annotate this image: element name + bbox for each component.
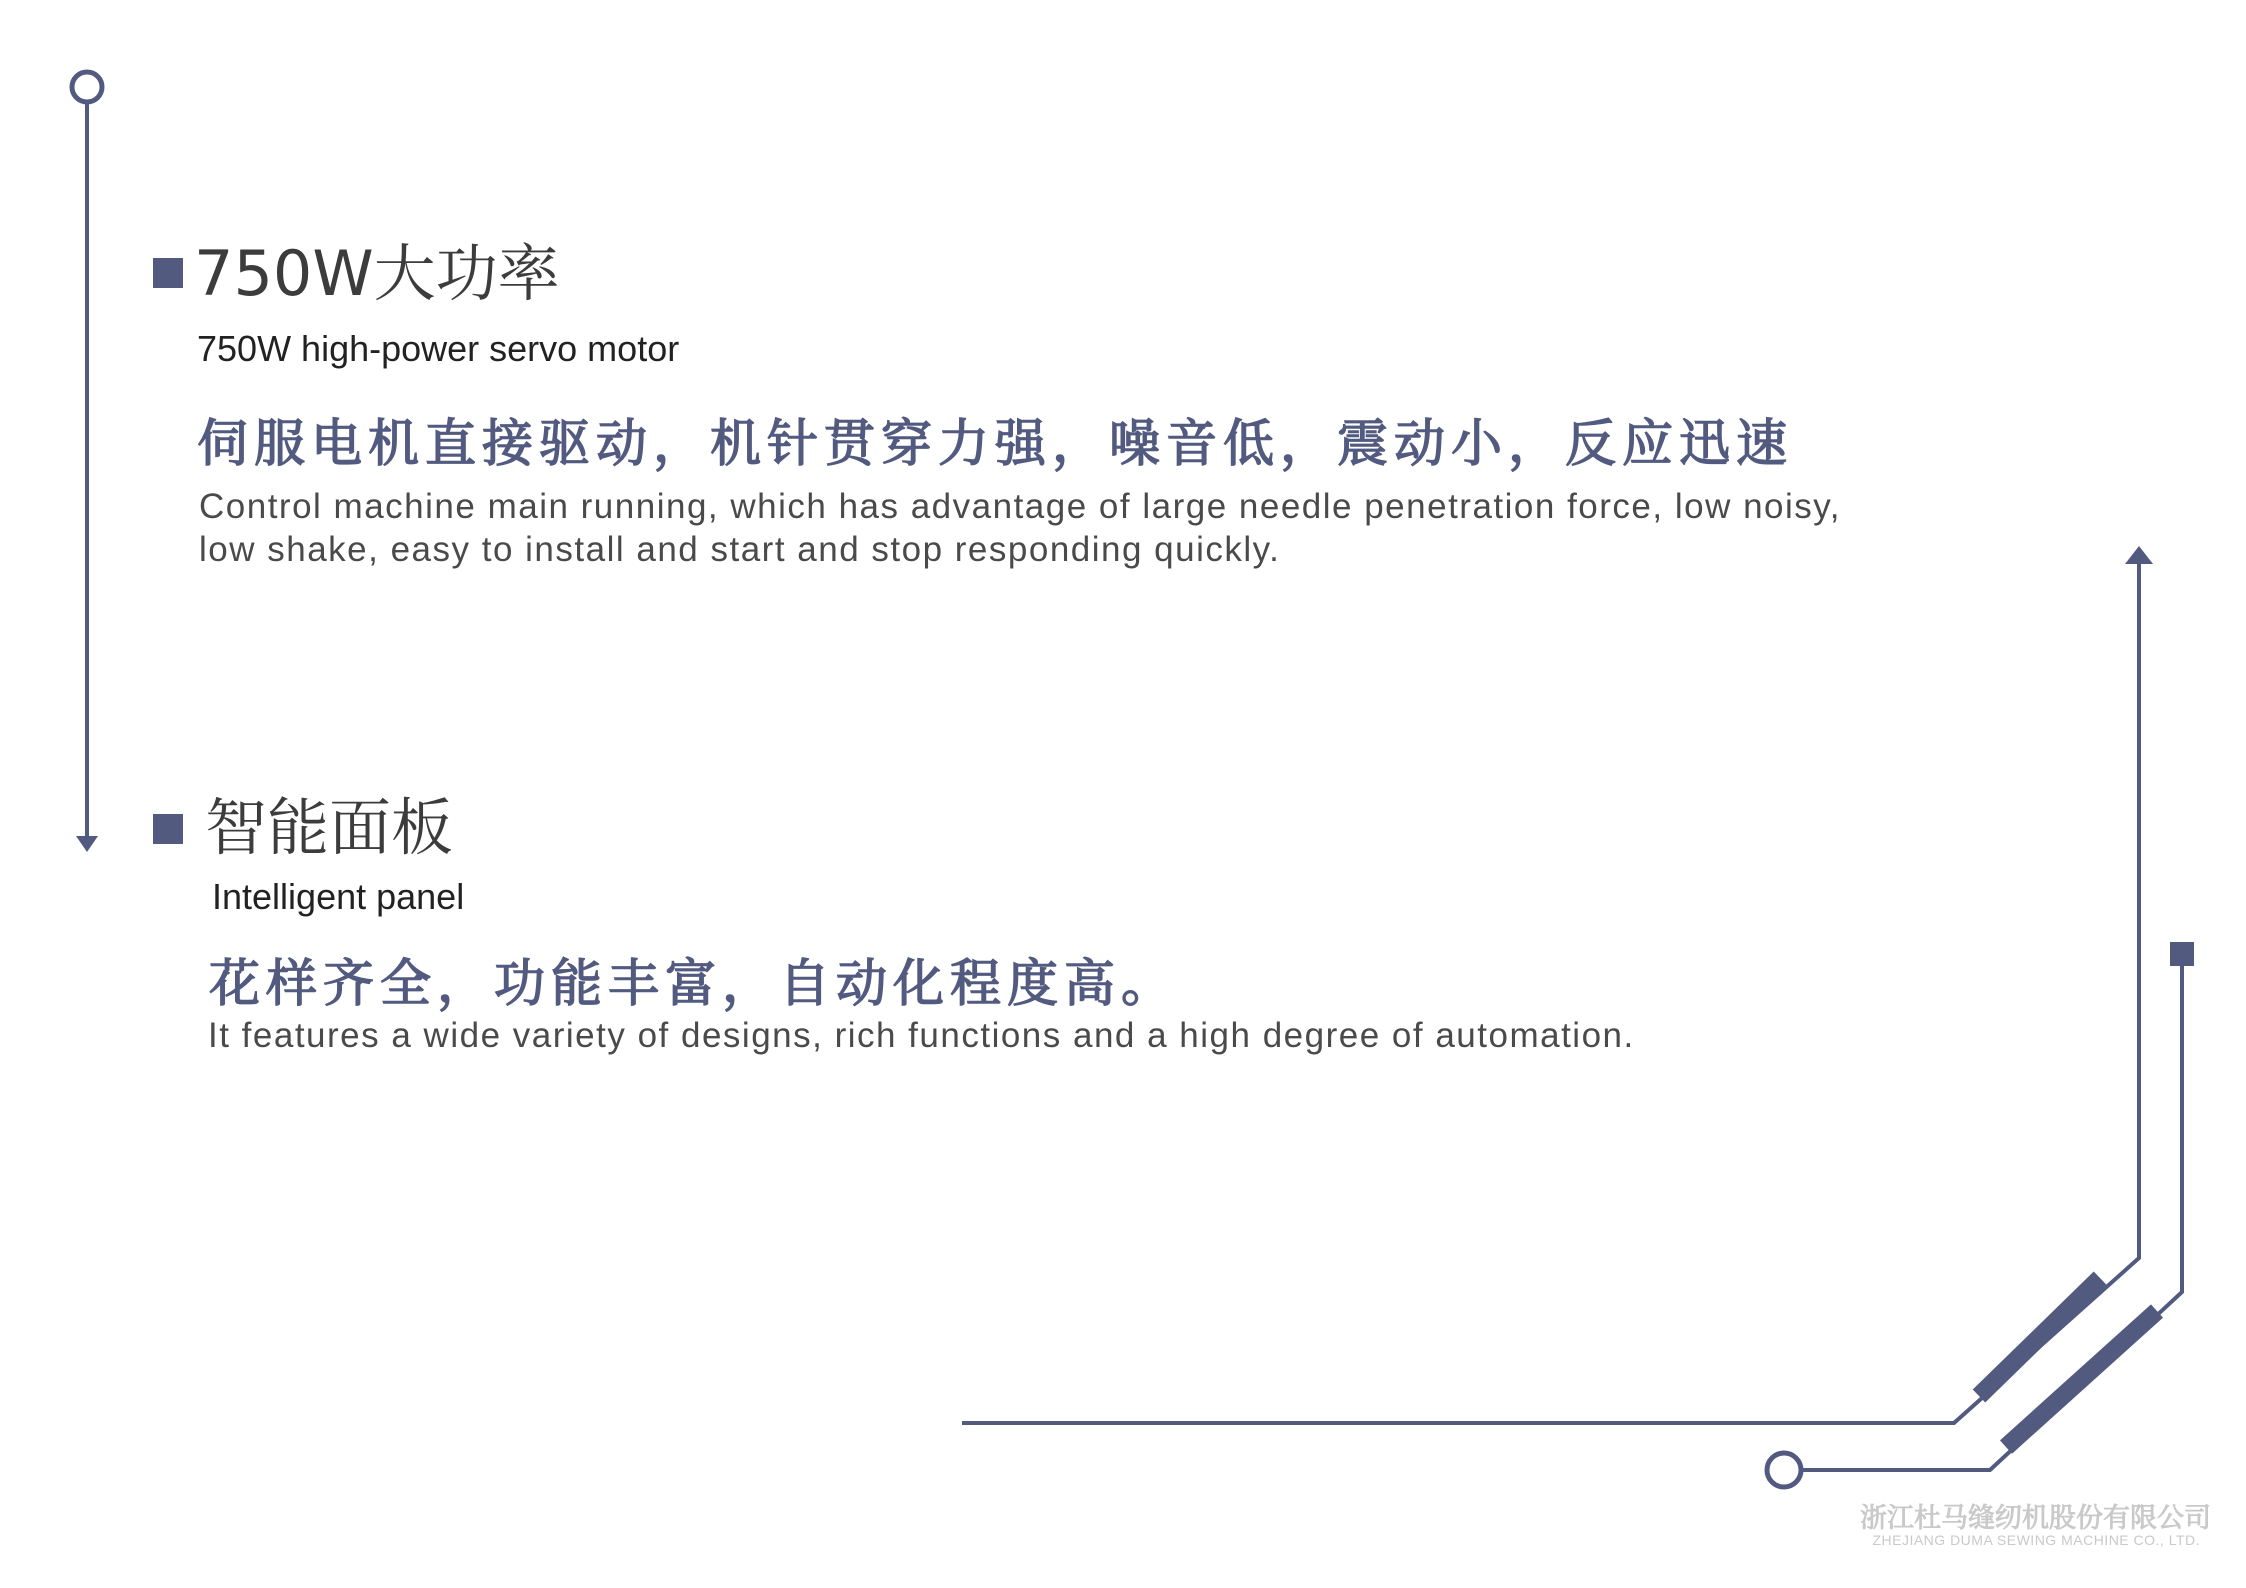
timeline-start-circle-icon bbox=[72, 72, 102, 102]
section-description-en-line2: low shake, easy to install and start and stop responding quickly. bbox=[199, 530, 1281, 569]
left-timeline bbox=[72, 72, 102, 852]
section-description-cn: 伺服电机直接驱动，机针贯穿力强，噪音低，震动小，反应迅速 bbox=[197, 415, 1794, 474]
section-description-cn: 花样齐全，功能丰富，自动化程度高。 bbox=[209, 955, 1179, 1014]
circuit-end-circle-icon bbox=[1767, 1453, 1801, 1487]
circuit-arrow-up-icon bbox=[2125, 546, 2153, 564]
section-description-en: It features a wide variety of designs, rich functions and a high degree of automation. bbox=[208, 1016, 1635, 1055]
timeline-arrow-down-icon bbox=[76, 836, 98, 852]
heading-bullet-icon bbox=[153, 814, 183, 844]
circuit-resistor-lower bbox=[2006, 1311, 2157, 1447]
section-heading: 750W大功率 bbox=[194, 237, 560, 310]
section-subtitle: Intelligent panel bbox=[212, 876, 465, 917]
circuit-square-icon bbox=[2170, 942, 2194, 966]
section-subtitle: 750W high-power servo motor bbox=[197, 328, 680, 369]
company-logo-cn: 浙江杜马缝纫机股份有限公司 bbox=[1860, 1503, 2211, 1534]
section-description-en-line1: Control machine main running, which has advantage of large needle penetration force, low noisy, bbox=[199, 487, 1841, 526]
company-logo-en: ZHEJIANG DUMA SEWING MACHINE CO., LTD. bbox=[1872, 1532, 2200, 1548]
heading-bullet-icon bbox=[153, 258, 183, 288]
section-heading: 智能面板 bbox=[205, 791, 454, 864]
